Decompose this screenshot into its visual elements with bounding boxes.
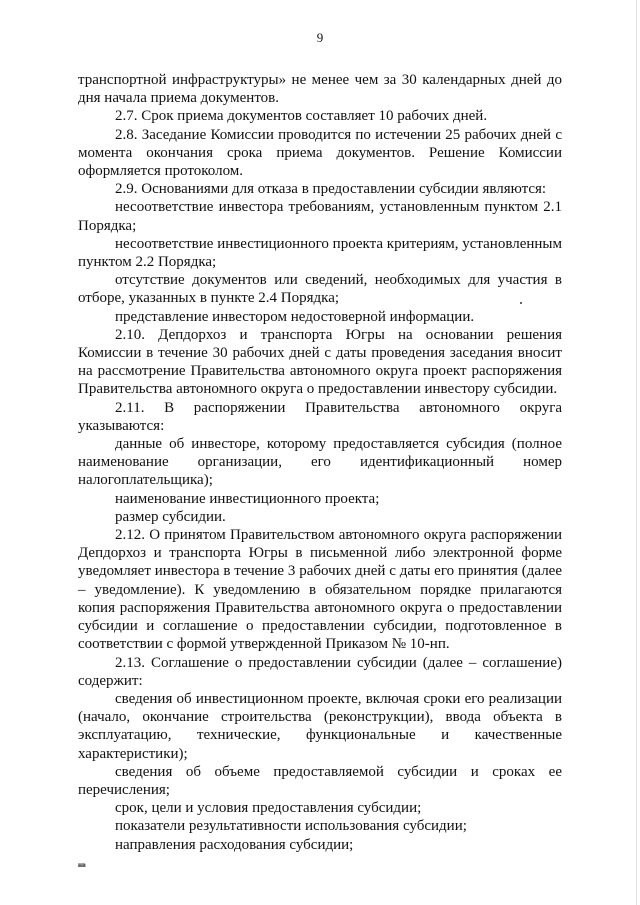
paragraph: представление инвестором недостоверной информации. bbox=[115, 308, 475, 325]
paragraph: 2.7. Срок приема документов составляет 10 рабочих дней. bbox=[115, 108, 488, 125]
paragraph: несоответствие инвестора требованиям, установленным пунктом 2.1 Порядка; bbox=[78, 199, 562, 234]
paragraph: размер субсидии. bbox=[115, 508, 226, 525]
paragraph: сведения об объеме предоставляемой субсидии и сроках ее перечисления; bbox=[78, 763, 562, 798]
footer-initials: нв bbox=[78, 861, 86, 869]
paragraph: 2.12. О принятом Правительством автономного округа распоряжении Депдорхоз и транспорта Югры в письменной либо электронной форме уведомляет инвестора в течение 3 рабочих дней с даты его принятия (далее – уведомление). К уведомлению в обязательном порядке прилагаются копия распоряжения Правительства автономного округа о предоставлении субсидии и соглашение о предоставлении субсидии, подготовленное в соответствии с формой утвержденной Приказом № 10-нп. bbox=[78, 527, 562, 653]
scan-edge-line bbox=[636, 0, 637, 905]
paragraph: направления расходования субсидии; bbox=[115, 836, 354, 853]
paragraph: транспортной инфраструктуры» не менее чем за 30 календарных дней до дня начала приема документов. bbox=[78, 72, 562, 107]
page-number: 9 bbox=[316, 30, 324, 45]
paragraph: 2.9. Основаниями для отказа в предоставлении субсидии являются: bbox=[115, 181, 547, 198]
paragraph: наименование инвестиционного проекта; bbox=[115, 490, 380, 507]
paragraph: 2.11. В распоряжении Правительства автономного округа указываются: bbox=[78, 399, 562, 434]
paragraph: показатели результативности использования субсидии; bbox=[115, 818, 467, 835]
document-body bbox=[78, 71, 562, 854]
paragraph: 2.8. Заседание Комиссии проводится по истечении 25 рабочих дней с момента окончания срока приема документов. Решение Комиссии оформляется протоколом. bbox=[78, 126, 562, 180]
paragraph: 2.10. Депдорхоз и транспорта Югры на основании решения Комиссии в течение 30 рабочих дней с даты проведения заседания вносит на рассмотрение Правительства автономного округа проект распоряжения Правительства автономного округа о предоставлении инвестору субсидии. bbox=[78, 326, 562, 398]
paragraph: несоответствие инвестиционного проекта критериям, установленным пунктом 2.2 Порядка; bbox=[78, 235, 562, 271]
paragraph: 2.13. Соглашение о предоставлении субсидии (далее – соглашение) содержит: bbox=[78, 654, 562, 689]
paragraph: данные об инвесторе, которому предоставляется субсидия (полное наименование организации, его идентификационный номер налогоплательщика); bbox=[78, 436, 562, 489]
paragraph: срок, цели и условия предоставления субсидии; bbox=[115, 800, 422, 817]
paragraph: сведения об инвестиционном проекте, включая сроки его реализации (начало, окончание строительства (реконструкции), ввода объекта в эксплуатацию, технические, функциональные и качественные характеристики); bbox=[78, 690, 562, 762]
paragraph: отсутствие документов или сведений, необходимых для участия в отборе, указанных в пункте 2.4 Порядка; bbox=[78, 272, 562, 307]
